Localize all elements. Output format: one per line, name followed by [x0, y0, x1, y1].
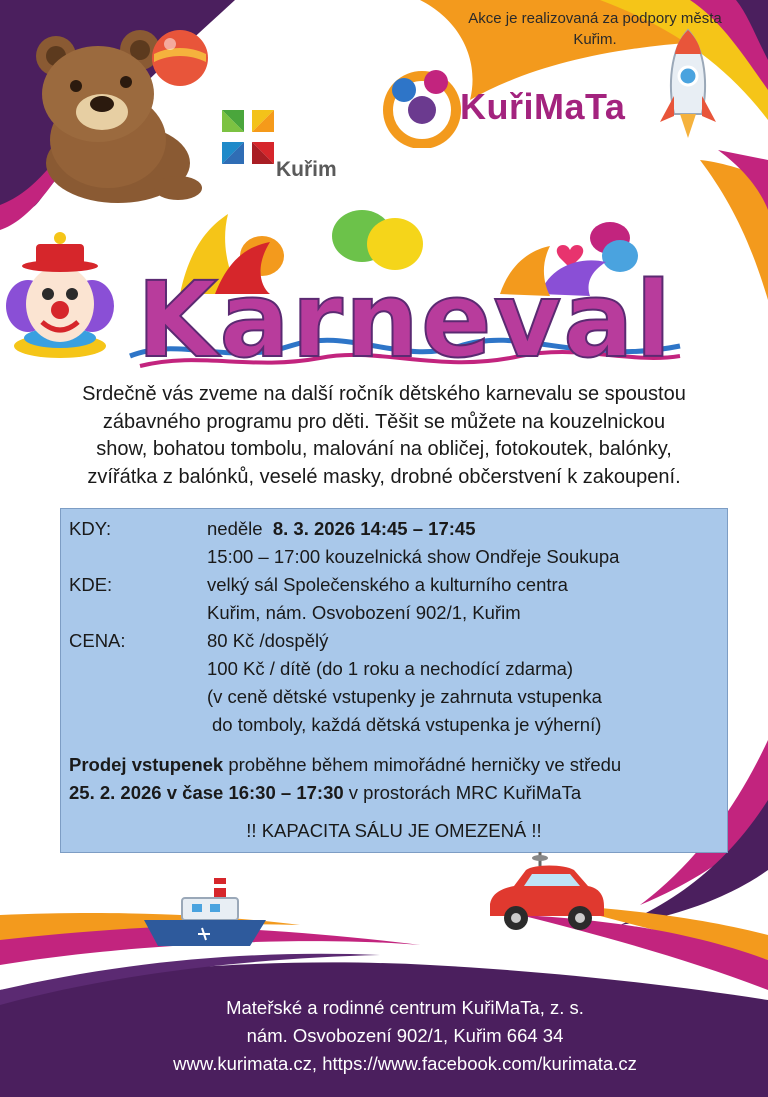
when-value: [207, 515, 475, 543]
footer-line1: Mateřské a rodinné centrum KuřiMaTa, z. s.: [226, 997, 584, 1018]
price-row-note1: [69, 683, 721, 711]
footer: [100, 994, 710, 1078]
where-line2: Kuřim, nám. Osvobození 902/1, Kuřim: [207, 602, 521, 623]
title-text: Karneval: [136, 259, 674, 374]
sale-text1: proběhne během mimořádné herničky ve středu: [223, 754, 622, 775]
where-line1: velký sál Společenského a kulturního centra: [207, 574, 568, 595]
when-day: neděle: [207, 518, 263, 539]
kurimata-logo-text: KuřiMaTa: [460, 86, 626, 127]
ball-icon: [150, 28, 210, 88]
sale-bold1: Prodej vstupenek: [69, 754, 224, 775]
price-note1: (v ceně dětské vstupenky je zahrnuta vstupenka: [207, 686, 602, 707]
price-adult: 80 Kč /dospělý: [207, 630, 329, 651]
price-note2: do tomboly, každá dětská vstupenka je výherní): [212, 714, 602, 735]
sponsor-note-line2: Kuřim.: [573, 31, 617, 48]
where-label: KDE:: [69, 574, 113, 595]
capacity-warning: !! KAPACITA SÁLU JE OMEZENÁ !!: [246, 820, 542, 841]
city-logo-text: Kuřim: [276, 158, 337, 181]
sale-line2: [69, 779, 721, 807]
intro-line2: zábavného programu pro děti. Těšit se můžete na kouzelnickou: [102, 410, 666, 433]
when-label: KDY:: [69, 518, 112, 539]
intro-paragraph: [28, 381, 740, 491]
price-row-note2: [69, 711, 721, 739]
footer-line3[interactable]: www.kurimata.cz, https://www.facebook.com/kurimata.cz: [173, 1053, 637, 1074]
when-show: 15:00 – 17:00 kouzelnická show Ondřeje Soukupa: [207, 546, 620, 567]
show-row: [69, 543, 721, 571]
footer-line2: nám. Osvobození 902/1, Kuřim 664 34: [246, 1025, 564, 1046]
event-info-box: [60, 508, 728, 853]
price-child: 100 Kč / dítě (do 1 roku a nechodící zdarma): [207, 658, 574, 679]
sale-bold2: 25. 2. 2026 v čase 16:30 – 17:30: [69, 782, 344, 803]
toy-car-icon: [484, 852, 608, 936]
boat-icon: [142, 876, 268, 948]
rocket-icon: [656, 26, 720, 142]
price-row-child: [69, 655, 721, 683]
intro-line3: show, bohatou tombolu, malování na obličej, fotokoutek, balónky,: [96, 438, 672, 460]
intro-line4: zvířátka z balónků, veselé masky, drobné občerstvení k zakoupení.: [87, 465, 681, 488]
clown-icon: [4, 226, 116, 360]
where-row-2: [69, 599, 721, 627]
karneval-title-art: [120, 206, 690, 374]
when-datetime: 8. 3. 2026 14:45 – 17:45: [272, 518, 476, 539]
where-row: [69, 571, 721, 599]
sale-text2: v prostorách MRC KuřiMaTa: [343, 782, 582, 803]
intro-line1: Srdečně vás zveme na další ročník dětského karnevalu se spoustou: [82, 383, 686, 405]
when-row: [69, 515, 721, 543]
price-label: CENA:: [69, 630, 126, 651]
sale-line1: [69, 751, 721, 779]
price-row: [69, 627, 721, 655]
sponsor-note-line1: Akce je realizovaná za podpory města: [468, 10, 722, 27]
